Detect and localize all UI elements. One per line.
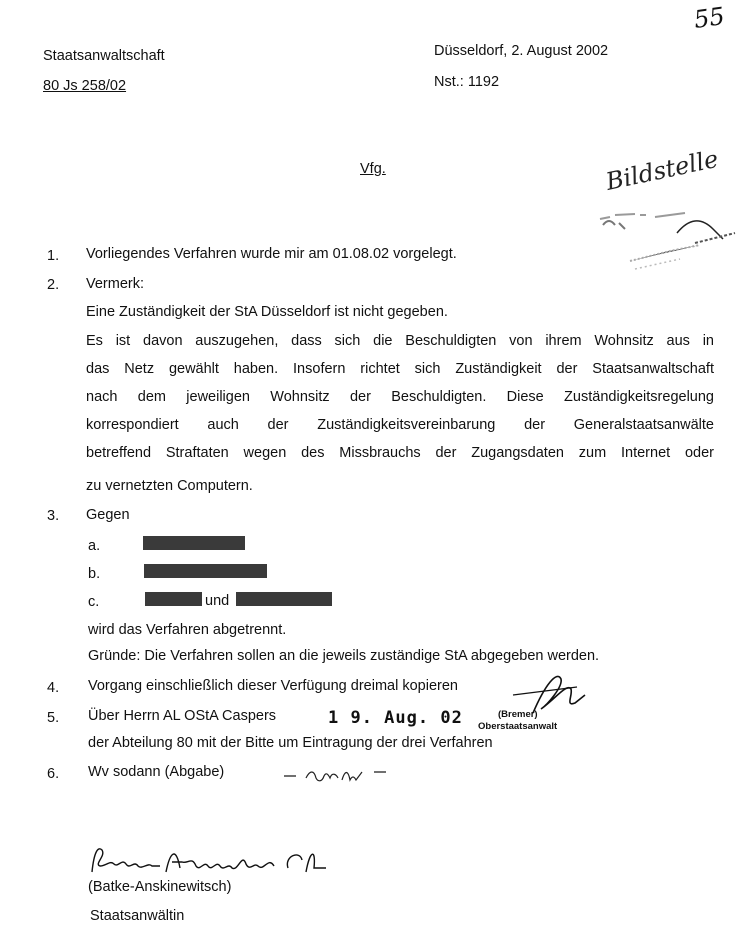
vermerk-paragraph-line: zu vernetzten Computern. bbox=[86, 478, 253, 494]
redacted-name bbox=[144, 564, 267, 578]
item-number: 2. bbox=[47, 277, 60, 293]
redacted-name bbox=[236, 592, 332, 606]
item-text-continued: der Abteilung 80 mit der Bitte um Eintragung der drei Verfahren bbox=[88, 735, 493, 751]
item-text: Über Herrn AL OStA Caspers bbox=[88, 708, 277, 724]
redacted-name bbox=[143, 536, 245, 550]
item-text: Vorgang einschließlich dieser Verfügung dreimal kopieren bbox=[88, 678, 458, 694]
item-number: 4. bbox=[47, 680, 60, 696]
vermerk-paragraph-line: das Netz gewählt haben. Insofern richtet sich Zuständigkeit der Staatsanwaltschaft bbox=[86, 361, 714, 377]
vermerk-paragraph-line: korrespondiert auch der Zuständigkeitsvereinbarung der Generalstaatsanwälte bbox=[86, 417, 714, 433]
reviewer-name: (Bremer) bbox=[498, 709, 538, 720]
vermerk-paragraph-line: Es ist davon auszugehen, dass sich die Beschuldigten von ihrem Wohnsitz aus in bbox=[86, 333, 714, 349]
party-label: a. bbox=[88, 538, 101, 554]
item-number: 1. bbox=[47, 248, 60, 264]
item-text: Wv sodann (Abgabe) bbox=[88, 764, 225, 780]
handwritten-note bbox=[282, 760, 392, 795]
handwritten-note-scribble bbox=[282, 760, 392, 790]
author-name: (Batke-Anskinewitsch) bbox=[88, 879, 232, 895]
conjunction-und: und bbox=[205, 593, 230, 609]
redacted-name bbox=[145, 592, 202, 606]
vermerk-paragraph-line: betreffend Straftaten wegen des Missbrauchs der Zugangsdaten zum Internet oder bbox=[86, 445, 714, 461]
item-text: Gegen bbox=[86, 507, 130, 523]
vermerk-paragraph-line: nach dem jeweiligen Wohnsitz der Beschuldigten. Diese Zuständigkeitsregelung bbox=[86, 389, 714, 405]
date-stamp: 1 9. Aug. 02 bbox=[328, 708, 463, 728]
vermerk-line: Eine Zuständigkeit der StA Düsseldorf ist nicht gegeben. bbox=[86, 304, 448, 320]
place-date: Düsseldorf, 2. August 2002 bbox=[434, 43, 609, 59]
party-label: b. bbox=[88, 566, 101, 582]
item-number: 6. bbox=[47, 766, 60, 782]
reviewer-title: Oberstaatsanwalt bbox=[478, 721, 558, 732]
faded-stamp bbox=[595, 205, 743, 290]
item-number: 5. bbox=[47, 710, 60, 726]
page-number-mark: 55 bbox=[692, 2, 727, 34]
faded-stamp-marks bbox=[595, 205, 743, 285]
file-number: 80 Js 258/02 bbox=[43, 78, 127, 94]
item-number: 3. bbox=[47, 508, 60, 524]
item-text: Vorliegendes Verfahren wurde mir am 01.08.02 vorgelegt. bbox=[86, 246, 457, 262]
authority-name: Staatsanwaltschaft bbox=[43, 48, 165, 64]
party-label: c. bbox=[88, 594, 100, 610]
svg-text:Bildstelle: Bildstelle bbox=[603, 144, 721, 196]
handwriting-bildstelle bbox=[603, 144, 743, 210]
nst-number: Nst.: 1192 bbox=[434, 74, 500, 90]
gruende-line: Gründe: Die Verfahren sollen an die jeweils zuständige StA abgegeben werden. bbox=[88, 648, 600, 664]
document-title: Vfg. bbox=[360, 161, 386, 177]
abgetrennt-line: wird das Verfahren abgetrennt. bbox=[88, 622, 287, 638]
author-signature-scribble bbox=[88, 842, 348, 882]
item-text: Vermerk: bbox=[86, 276, 145, 292]
author-role: Staatsanwältin bbox=[90, 908, 185, 924]
